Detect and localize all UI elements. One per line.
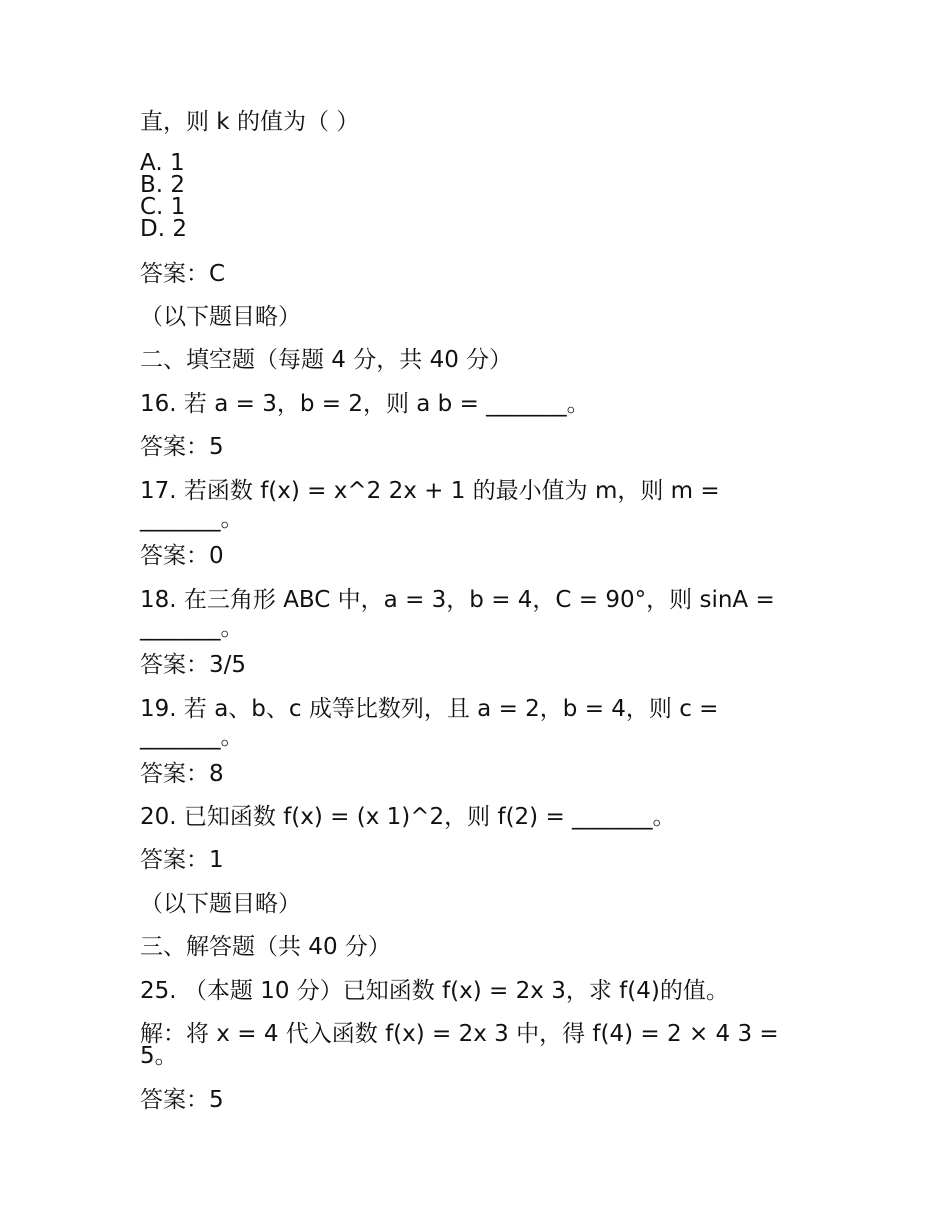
question-19: 19. 若 a、b、c 成等比数列，且 a = 2，b = 4，则 c = <box>140 696 719 722</box>
answer-25: 答案：5 <box>140 1087 224 1113</box>
question-19-blank: _______。 <box>140 724 244 750</box>
solution-25: 解：将 x = 4 代入函数 f(x) = 2x 3 中，得 f(4) = 2 × 4 3 = <box>140 1021 779 1047</box>
question-stem-continuation: 直，则 k 的值为（ ） <box>140 109 360 135</box>
question-20: 20. 已知函数 f(x) = (x 1)^2，则 f(2) = _______。 <box>140 804 676 830</box>
omitted-note-2: （以下题目略） <box>140 891 301 917</box>
option-b: B. 2 <box>140 172 186 198</box>
option-a: A. 1 <box>140 150 185 176</box>
omitted-note-1: （以下题目略） <box>140 304 301 330</box>
answer-17: 答案：0 <box>140 543 224 569</box>
section-heading-fill-in: 二、填空题（每题 4 分，共 40 分） <box>140 347 513 373</box>
answer-16: 答案：5 <box>140 434 224 460</box>
question-16: 16. 若 a = 3，b = 2，则 a b = _______。 <box>140 391 590 417</box>
answer-18: 答案：3/5 <box>140 652 247 678</box>
question-17-blank: _______。 <box>140 506 244 532</box>
section-heading-solution: 三、解答题（共 40 分） <box>140 934 391 960</box>
answer-15: 答案：C <box>140 261 226 287</box>
option-d: D. 2 <box>140 216 187 242</box>
question-17: 17. 若函数 f(x) = x^2 2x + 1 的最小值为 m，则 m = <box>140 478 720 504</box>
question-18-blank: _______。 <box>140 615 244 641</box>
option-c: C. 1 <box>140 194 186 220</box>
question-25: 25. （本题 10 分）已知函数 f(x) = 2x 3，求 f(4)的值。 <box>140 978 729 1004</box>
answer-19: 答案：8 <box>140 761 224 787</box>
answer-20: 答案：1 <box>140 847 224 873</box>
solution-25-continuation: 5。 <box>140 1043 178 1069</box>
question-18: 18. 在三角形 ABC 中，a = 3，b = 4，C = 90°，则 sinA = <box>140 587 775 613</box>
